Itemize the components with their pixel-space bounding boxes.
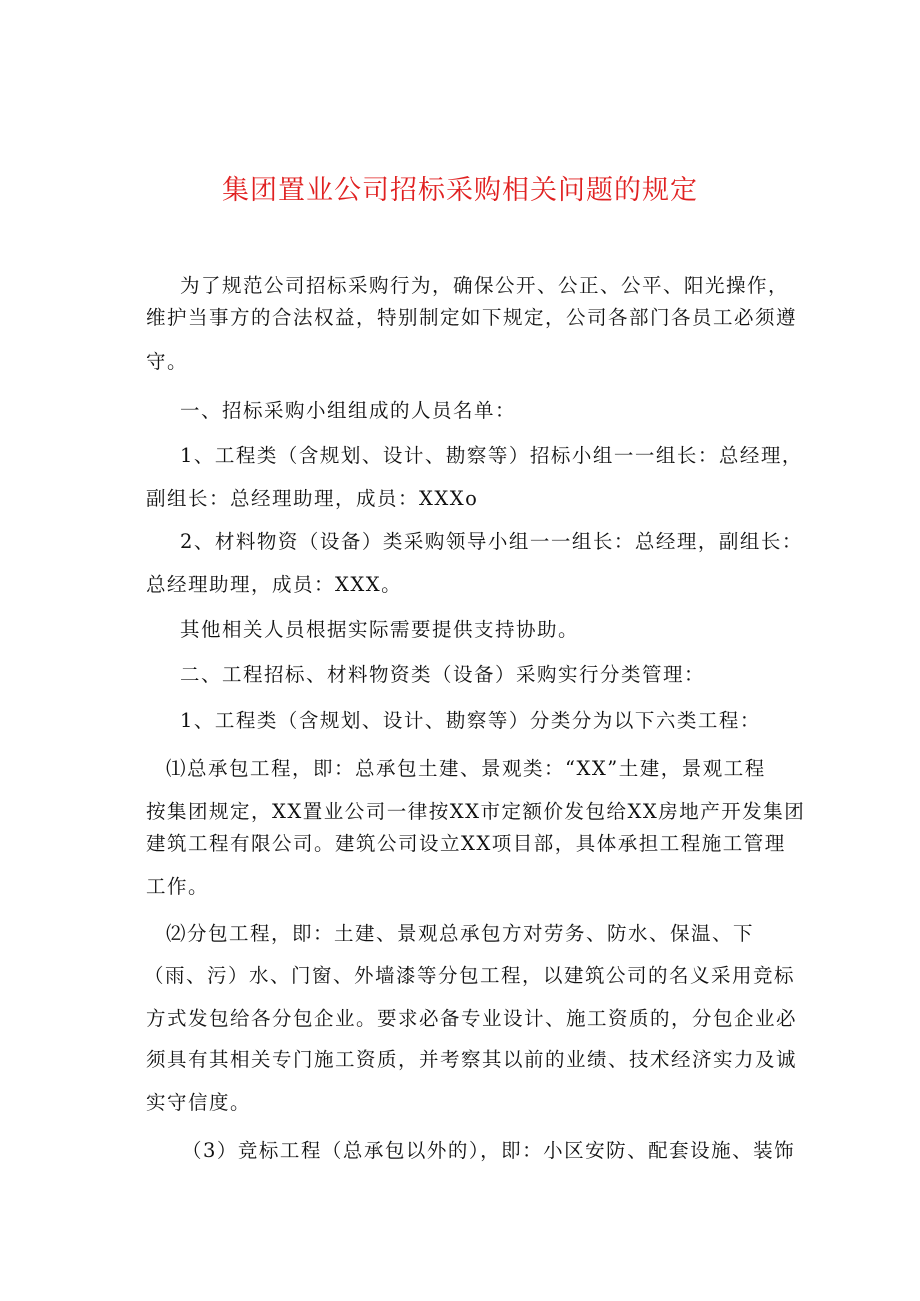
paragraph-line: 2、材料物资（设备）类采购领导小组一一组长：总经理，副组长： [180, 530, 803, 553]
paragraph-line: 总经理助理，成员：XXX。 [146, 573, 403, 596]
paragraph-line: 方式发包给各分包企业。要求必备专业设计、施工资质的，分包企业必 [146, 1007, 798, 1030]
paragraph-line: ⑴总承包工程，即：总承包土建、景观类：“XX”土建，景观工程 [166, 757, 766, 780]
paragraph-line: 按集团规定，XX置业公司一律按XX市定额价发包给XX房地产开发集团 [146, 800, 806, 823]
paragraph-line: （雨、污）水、门窗、外墙漆等分包工程，以建筑公司的名义采用竞标 [144, 964, 796, 987]
paragraph-line: 维护当事方的合法权益，特别制定如下规定，公司各部门各员工必须遵 [146, 306, 798, 329]
paragraph-line: 守。 [146, 350, 189, 373]
paragraph-line: 1、工程类（含规划、设计、勘察等）招标小组一一组长：总经理， [180, 444, 803, 467]
paragraph-line: 实守信度。 [146, 1091, 252, 1114]
paragraph-line: 须具有其相关专门施工资质，并考察其以前的业绩、技术经济实力及诚 [146, 1048, 798, 1071]
paragraph-line: 副组长：总经理助理，成员：XXXo [146, 487, 479, 510]
section-heading: 一、招标采购小组组成的人员名单： [180, 399, 517, 422]
section-heading: 二、工程招标、材料物资类（设备）采购实行分类管理： [180, 663, 706, 686]
paragraph-line: （3）竞标工程（总承包以外的），即：小区安防、配套设施、装饰 [182, 1139, 796, 1162]
paragraph-line: 为了规范公司招标采购行为，确保公开、公正、公平、阳光操作， [180, 274, 790, 297]
paragraph-line: 工作。 [146, 875, 210, 898]
paragraph-line: 1、工程类（含规划、设计、勘察等）分类分为以下六类工程： [180, 709, 761, 732]
paragraph-line: 建筑工程有限公司。建筑公司设立XX项目部，具体承担工程施工管理 [146, 832, 786, 855]
document-title: 集团置业公司招标采购相关问题的规定 [222, 175, 698, 206]
paragraph-line: 其他相关人员根据实际需要提供支持协助。 [180, 618, 580, 641]
paragraph-line: ⑵分包工程，即：土建、景观总承包方对劳务、防水、保温、下 [166, 922, 755, 945]
